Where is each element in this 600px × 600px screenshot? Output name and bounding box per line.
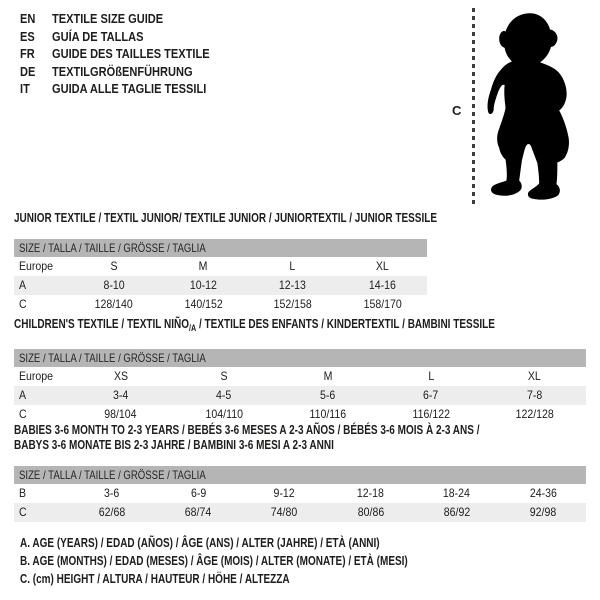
cell: 80/86	[357, 505, 384, 519]
cell: 3-4	[113, 388, 129, 402]
row-label: C	[19, 297, 27, 311]
cell: 152/158	[273, 297, 312, 311]
cell: 86/92	[443, 505, 470, 519]
table-title-line2: BABYS 3-6 MONATE BIS 2-3 JAHRE / BAMBINI 3-6 MESI A 2-3 ANNI	[14, 438, 334, 452]
legend	[20, 534, 505, 588]
size-header-label: SIZE / TALLA / TAILLE / GRÖSSE / TAGLIA	[19, 241, 206, 255]
table-title-line1: BABIES 3-6 MONTH TO 2-3 YEARS / BEBÉS 3-6 MESES A 2-3 AÑOS / BÉBÉS 3-6 MOIS À 2-3 ANS /	[14, 423, 480, 437]
language-code: IT	[20, 81, 30, 96]
cell: 3-6	[104, 486, 120, 500]
size-header-label: SIZE / TALLA / TAILLE / GRÖSSE / TAGLIA	[19, 468, 206, 482]
table-row-europe	[14, 257, 427, 276]
row-label: Europe	[19, 369, 54, 383]
cell: 62/68	[98, 505, 126, 519]
cell: XL	[375, 259, 389, 273]
language-code: FR	[20, 46, 35, 61]
cell: 98/104	[104, 407, 137, 421]
table-children-textile	[14, 317, 586, 424]
cell: M	[198, 259, 208, 273]
table-row-age	[14, 386, 586, 405]
language-row	[20, 28, 144, 46]
cell: 104/110	[205, 407, 243, 421]
table-row-age	[14, 276, 427, 295]
cell: 18-24	[443, 486, 471, 500]
height-marker-line	[472, 8, 475, 206]
language-code: DE	[20, 63, 36, 79]
language-header	[20, 10, 210, 98]
cell: 140/152	[184, 297, 223, 311]
table-row-europe	[14, 367, 586, 386]
cell: 158/170	[363, 297, 402, 311]
cell: M	[323, 369, 332, 383]
table-title-subscript: /A	[188, 323, 197, 333]
cell: S	[110, 259, 118, 273]
cell: 8-10	[103, 278, 125, 292]
table-babies-textile	[14, 423, 586, 522]
cell: 7-8	[526, 388, 542, 402]
cell: XL	[527, 369, 541, 383]
cell: 74/80	[271, 505, 298, 519]
language-title: TEXTILE SIZE GUIDE	[52, 11, 164, 26]
cell: 128/140	[94, 297, 133, 311]
language-row	[20, 80, 207, 98]
cell: 122/128	[515, 407, 554, 421]
size-header-bar	[14, 239, 427, 257]
cell: 12-13	[279, 278, 307, 292]
cell: 116/122	[412, 407, 450, 421]
table-title: JUNIOR TEXTILE / TEXTIL JUNIOR/ TEXTILE JUNIOR / JUNIORTEXTIL / JUNIOR TESSILE	[14, 211, 438, 225]
cell: 92/98	[529, 505, 557, 519]
size-header-label: SIZE / TALLA / TAILLE / GRÖSSE / TAGLIA	[19, 351, 206, 365]
cell: 14-16	[368, 278, 396, 292]
language-title: GUÍA DE TALLAS	[52, 28, 144, 44]
cell: 12-18	[357, 486, 385, 500]
cell: S	[220, 369, 228, 383]
table-row-height	[14, 405, 586, 424]
row-label: Europe	[19, 259, 54, 273]
cell: 68/74	[185, 505, 212, 519]
language-row	[20, 63, 193, 81]
cell: 4-5	[216, 388, 232, 402]
row-label: C	[19, 505, 27, 519]
cell: 9-12	[273, 486, 295, 500]
table-title-part: CHILDREN'S TEXTILE / TEXTIL NIÑO	[14, 317, 189, 331]
language-title: TEXTILGRÖßENFÜHRUNG	[52, 63, 193, 79]
legend-note-b: B. AGE (MONTHS) / EDAD (MESES) / ÂGE (MOIS) / ALTER (MONATE) / ETÀ (MESI)	[20, 554, 408, 568]
cell: 6-9	[190, 486, 206, 500]
cell: L	[427, 369, 434, 383]
table-junior-textile	[14, 211, 438, 314]
row-label: A	[19, 388, 27, 402]
language-row	[20, 45, 210, 63]
language-code: EN	[20, 11, 36, 26]
size-header-bar	[14, 466, 586, 484]
height-marker-label: C	[452, 103, 462, 118]
row-label: B	[19, 486, 27, 500]
language-title: GUIDE DES TAILLES TEXTILE	[52, 46, 210, 61]
legend-note-a: A. AGE (YEARS) / EDAD (AÑOS) / ÂGE (ANS) / ALTER (JAHRE) / ETÀ (ANNI)	[20, 536, 380, 550]
table-row-age-months	[14, 484, 586, 503]
legend-note-c: C. (cm) HEIGHT / ALTURA / HAUTEUR / HÖHE / ALTEZZA	[20, 572, 290, 586]
language-title: GUIDA ALLE TAGLIE TESSILI	[52, 81, 207, 96]
cell: 110/116	[309, 407, 346, 421]
cell: 5-6	[319, 388, 336, 402]
row-label: A	[19, 278, 27, 292]
table-title	[14, 317, 495, 336]
cell: 10-12	[189, 278, 217, 292]
cell: 24-36	[529, 486, 557, 500]
row-label: C	[19, 407, 27, 421]
cell: 6-7	[423, 388, 439, 402]
language-row	[20, 10, 164, 28]
language-code: ES	[20, 28, 35, 44]
table-row-height	[14, 295, 427, 314]
table-title-part: / TEXTILE DES ENFANTS / KINDERTEXTIL / BAMBINI TESSILE	[196, 317, 495, 331]
cell: L	[289, 259, 296, 273]
table-row-height	[14, 503, 586, 522]
size-header-bar	[14, 349, 586, 367]
cell: XS	[113, 369, 128, 383]
baby-silhouette-icon	[481, 6, 581, 206]
